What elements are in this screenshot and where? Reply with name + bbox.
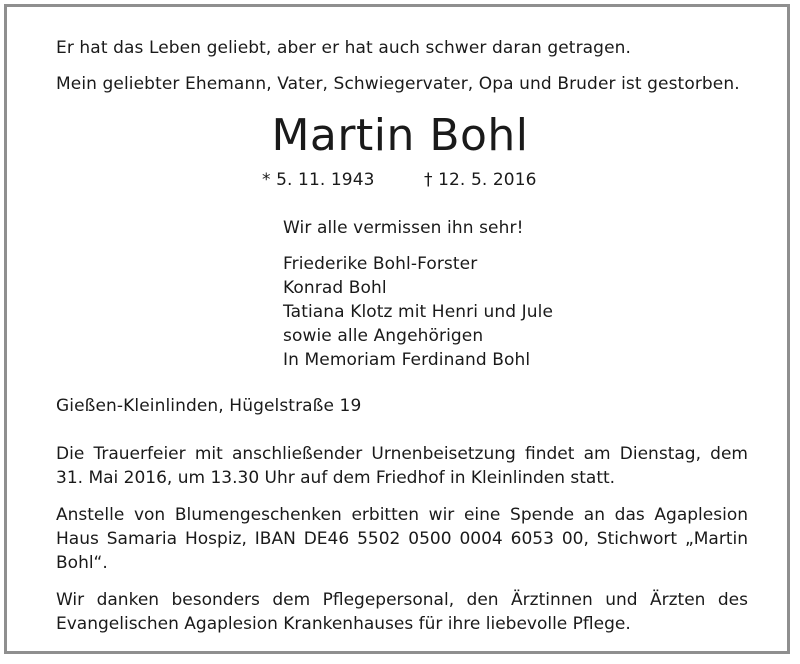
mourner-name: Tatiana Klotz mit Henri und Jule <box>283 302 554 322</box>
mourner-name: Friederike Bohl-Forster <box>283 254 478 274</box>
mourner-message: Wir alle vermissen ihn sehr! <box>283 218 524 238</box>
mourner-name: In Memoriam Ferdinand Bohl <box>283 350 531 370</box>
deceased-name: Martin Bohl <box>271 110 529 161</box>
birth-date: * 5. 11. 1943 <box>262 170 375 190</box>
donation-paragraph: Anstelle von Blumengeschenken erbitten wir eine Spende an das Agaplesion Haus Samaria Hospiz, IBAN DE46 5502 0500 0004 6053 00, Stichwort „Martin Bohl“. <box>56 505 748 573</box>
mourner-name: sowie alle Angehörigen <box>283 326 484 346</box>
intro-line-2: Mein geliebter Ehemann, Vater, Schwiegervater, Opa und Bruder ist gestorben. <box>56 74 740 94</box>
intro-line-1: Er hat das Leben geliebt, aber er hat auch schwer daran getragen. <box>56 38 632 58</box>
thanks-paragraph: Wir danken besonders dem Pflegepersonal, den Ärztinnen und Ärzten des Evangelischen Agaplesion Krankenhauses für ihre liebevolle Pflege. <box>56 590 748 634</box>
funeral-paragraph: Die Trauerfeier mit anschließender Urnenbeisetzung findet am Dienstag, dem 31. Mai 2016, um 13.30 Uhr auf dem Friedhof in Kleinlinden statt. <box>56 444 748 488</box>
mourner-name: Konrad Bohl <box>283 278 387 298</box>
death-date: † 12. 5. 2016 <box>424 170 537 190</box>
address: Gießen-Kleinlinden, Hügelstraße 19 <box>56 396 362 416</box>
